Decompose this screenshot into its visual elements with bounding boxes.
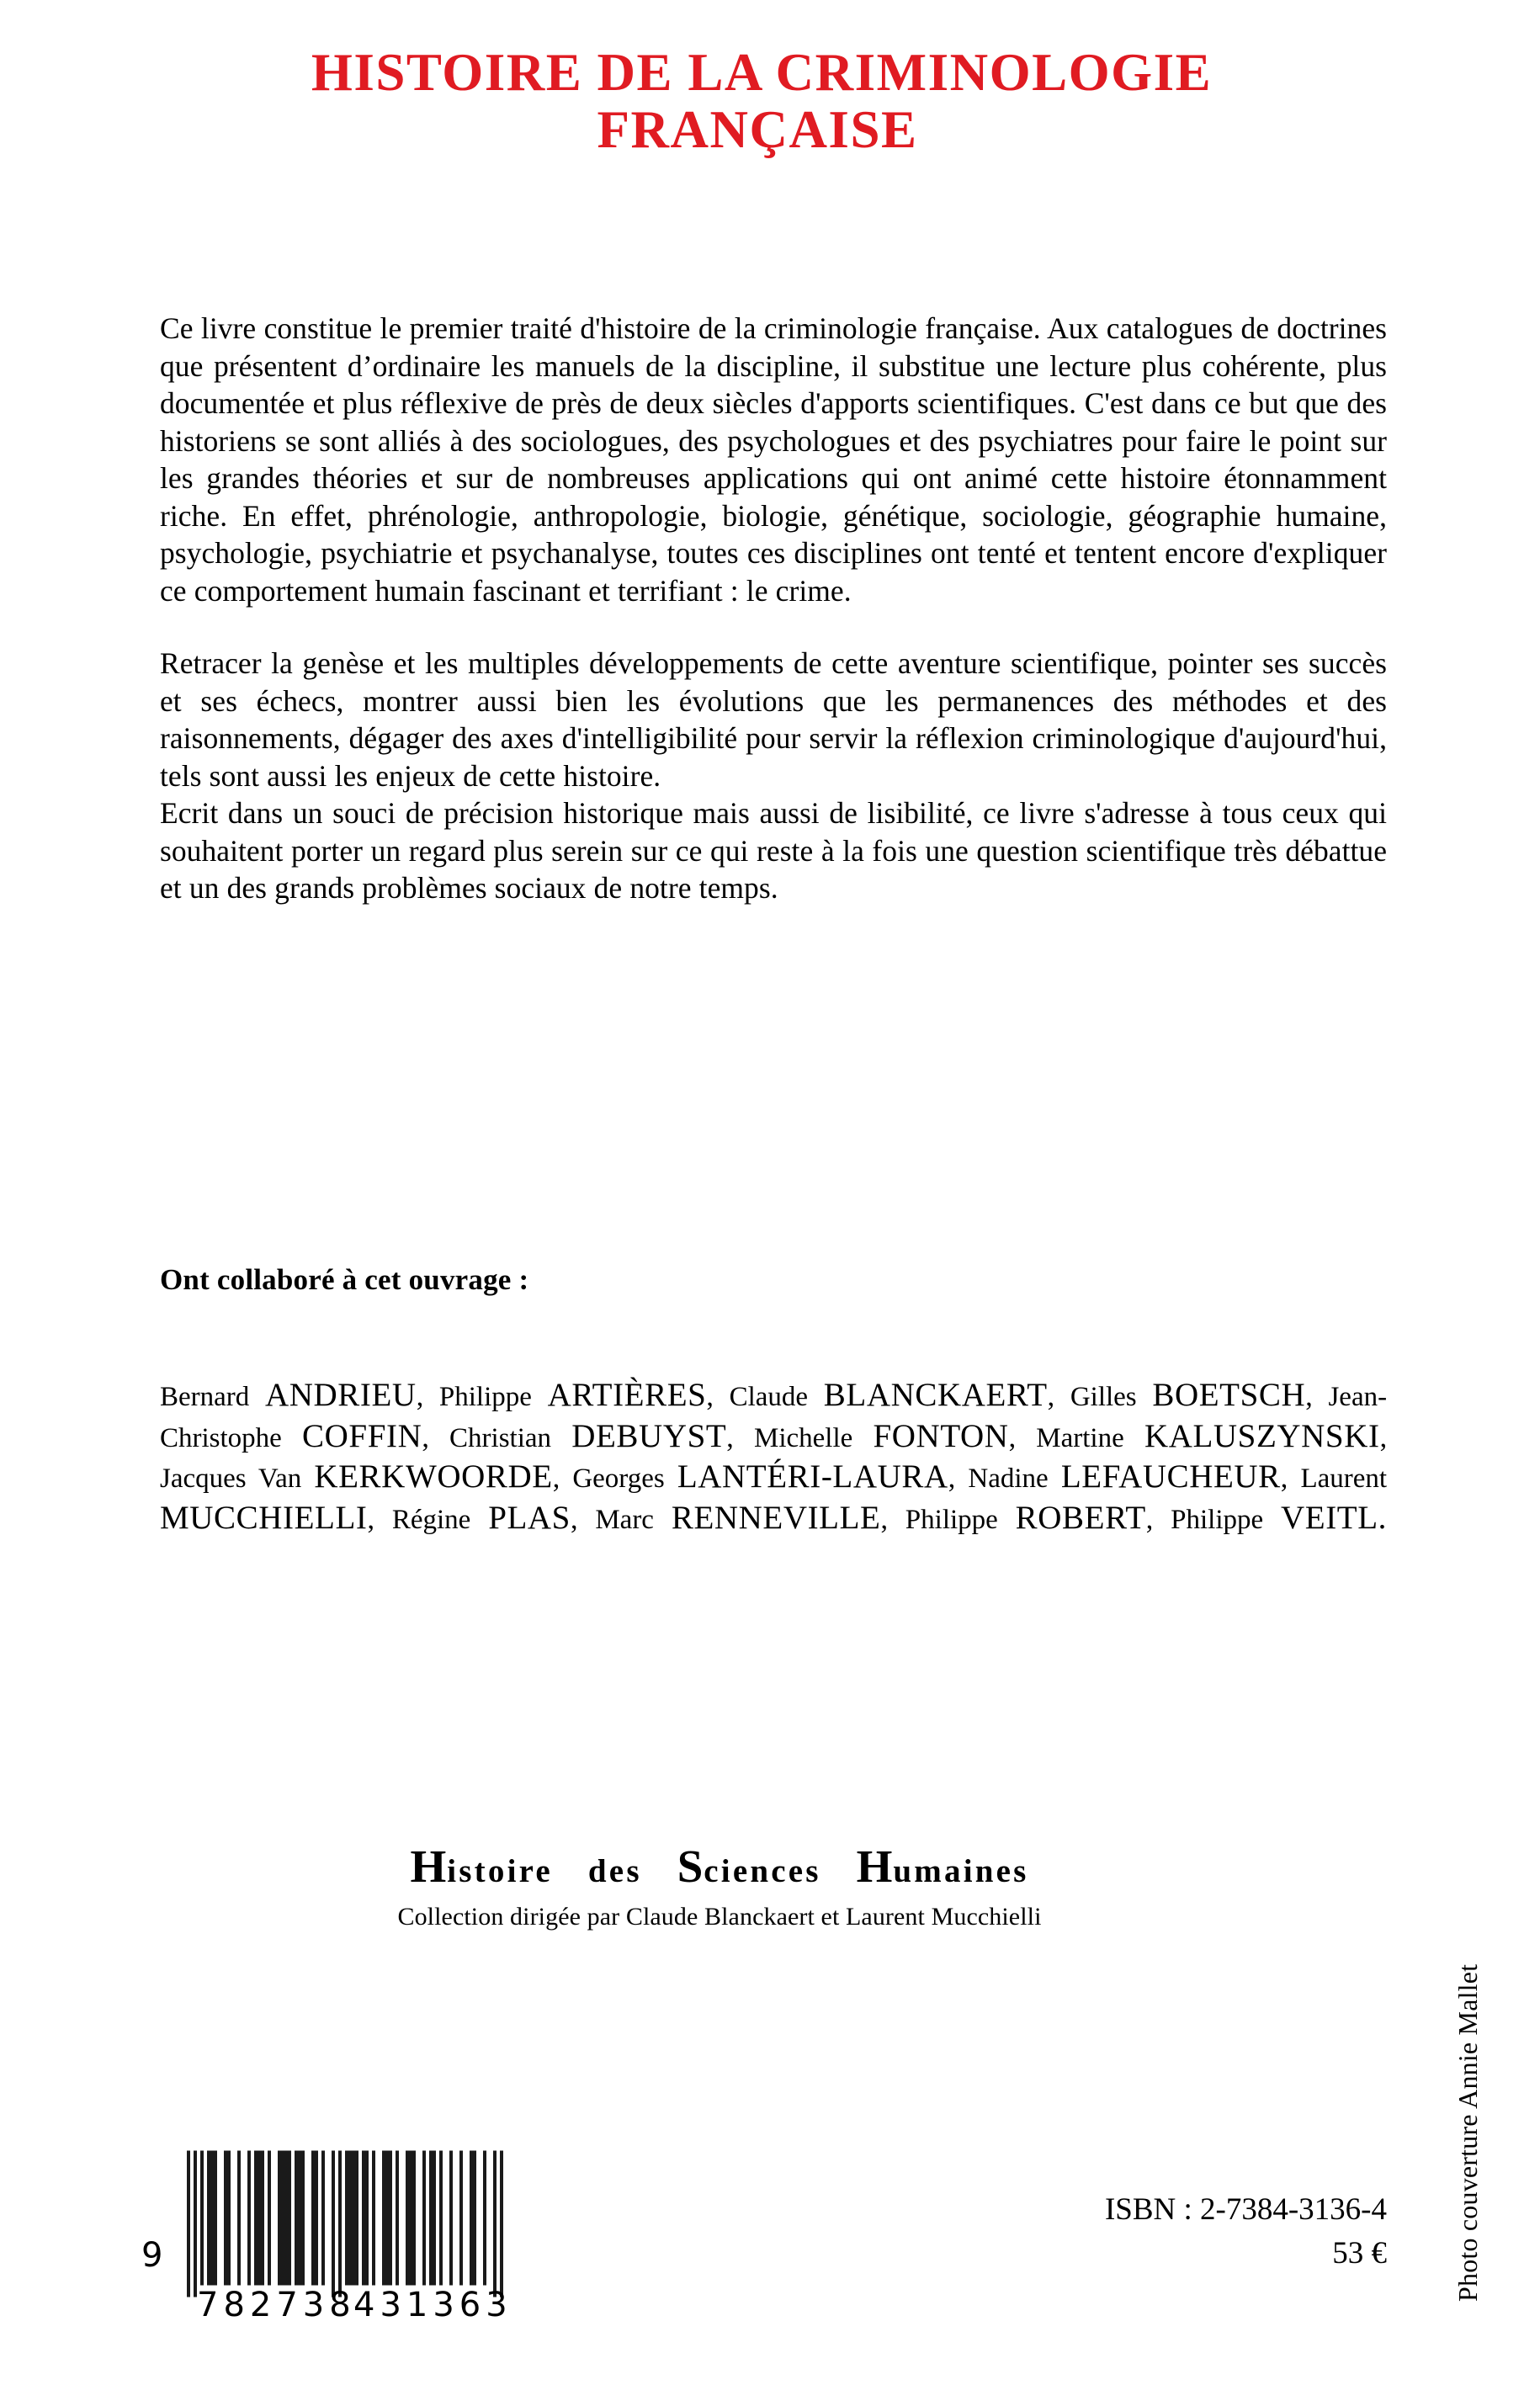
contributor-lastname: KALUSZYNSKI (1144, 1417, 1380, 1454)
contributor-firstname: Claude (729, 1382, 809, 1412)
contributor-firstname: Martine (1036, 1422, 1124, 1453)
contributor-name: Jacques Van KERKWOORDE, (160, 1458, 560, 1495)
contributor-name: Georges LANTÉRI-LAURA, (572, 1458, 956, 1495)
contributor-name: Philippe ROBERT, (905, 1499, 1154, 1536)
contributor-firstname: Nadine (968, 1463, 1049, 1494)
contributor-name: Gilles BOETSCH, (1070, 1377, 1313, 1413)
contributor-firstname: Marc (595, 1504, 654, 1535)
barcode-right-digits: 431363 (353, 2286, 512, 2324)
series-word-sciences (677, 1840, 821, 1893)
series-rest-istoire: istoire (447, 1853, 553, 1889)
contributor-name: Martine KALUSZYNSKI, (1036, 1417, 1388, 1454)
series-initial-h2: H (856, 1841, 894, 1892)
contributor-lastname: RENNEVILLE (671, 1499, 881, 1536)
contributor-firstname: Régine (391, 1504, 471, 1535)
contributor-name: Philippe ARTIÈRES, (438, 1377, 714, 1413)
series-word-des: des (587, 1853, 642, 1889)
contributor-name: Jean-Christophe COFFIN, (160, 1382, 1388, 1454)
blurb-paragraph-3: Ecrit dans un souci de précision historique mais aussi de lisibilité, ce livre s'adresse à tous ceux qui souhaitent porter un regard plus serein sur ce qui reste à la fois une question scientifique très débattue et un des grands problèmes sociaux de notre temps. (160, 796, 1387, 905)
contributor-name: Christian DEBUYST, (449, 1417, 734, 1454)
contributor-firstname: Gilles (1070, 1382, 1137, 1412)
contributor-firstname: Philippe (905, 1504, 998, 1535)
contributor-lastname: VEITL. (1281, 1499, 1387, 1536)
barcode-left-digits: 782738 (197, 2286, 356, 2324)
contributor-name: Régine PLAS, (391, 1499, 578, 1536)
contributor-firstname: Christian (449, 1422, 552, 1453)
contributor-name: Laurent MUCCHIELLI, (160, 1463, 1388, 1536)
isbn-price-block (892, 2188, 1387, 2276)
series-title (101, 1840, 1338, 1893)
contributor-lastname: PLAS (488, 1499, 571, 1536)
contributor-lastname: LEFAUCHEUR (1060, 1458, 1281, 1495)
contributor-lastname: BLANCKAERT (823, 1377, 1048, 1413)
contributor-lastname: DEBUYST (571, 1417, 727, 1454)
contributor-firstname: Philippe (1171, 1504, 1264, 1535)
book-title-line-2: FRANÇAISE (597, 100, 918, 160)
isbn-value: ISBN : 2-7384-3136-4 (1104, 2192, 1387, 2227)
barcode-bars (187, 2150, 513, 2297)
paragraph-spacer (160, 609, 1387, 645)
contributor-lastname: ROBERT (1015, 1499, 1146, 1536)
price-value: 53 € (1332, 2236, 1387, 2271)
contributor-firstname: Jacques Van (160, 1463, 302, 1494)
contributor-name (1171, 1499, 1387, 1536)
series-block (101, 1840, 1338, 1931)
contributor-lastname: BOETSCH (1152, 1377, 1306, 1413)
contributor-name: Michelle FONTON, (754, 1417, 1017, 1454)
series-rest-umaines: umaines (893, 1853, 1029, 1889)
contributor-name: Claude BLANCKAERT, (729, 1377, 1055, 1413)
contributor-firstname: Jean-Christophe (160, 1382, 1388, 1453)
photo-credit: Photo couverture Annie Mallet (1452, 1963, 1483, 2302)
contributors-heading: Ont collaboré à cet ouvrage : (160, 1263, 529, 1296)
contributor-firstname: Georges (572, 1463, 665, 1494)
contributor-name: Nadine LEFAUCHEUR, (968, 1458, 1288, 1495)
contributor-lastname: COFFIN (302, 1417, 422, 1454)
contributor-lastname: ARTIÈRES (547, 1377, 707, 1413)
series-word-humaines (857, 1840, 1029, 1893)
series-initial-s: S (677, 1841, 704, 1892)
contributor-firstname: Laurent (1300, 1463, 1388, 1494)
contributor-lastname: LANTÉRI-LAURA (677, 1458, 948, 1495)
contributor-name: Bernard ANDRIEU, (160, 1377, 424, 1413)
contributor-firstname: Michelle (754, 1422, 853, 1453)
series-rest-ciences: ciences (704, 1853, 821, 1889)
contributor-lastname: ANDRIEU (265, 1377, 417, 1413)
series-initial-h1: H (410, 1841, 448, 1892)
contributor-firstname: Bernard (160, 1382, 250, 1412)
barcode-lead-digit: 9 (141, 2236, 163, 2275)
book-title-line-1: HISTOIRE DE LA CRIMINOLOGIE (311, 43, 1213, 102)
blurb-paragraph-1: Ce livre constitue le premier traité d'histoire de la criminologie française. Aux catalogues de doctrines que présentent d’ordinaire les manuels de la discipline, il substitue une lecture plus cohérente, plus documentée et plus réflexive de près de deux siècles d'apports scientifiques. C'est dans ce but que des historiens se sont alliés à des sociologues, des psychologues et des psychiatres pour faire le point sur les grandes théories et sur de nombreuses applications qui ont animé cette histoire étonnamment riche. En effet, phrénologie, anthropologie, biologie, génétique, sociologie, géographie humaine, psychologie, psychiatrie et psychanalyse, toutes ces disciplines ont tenté et tentent encore d'expliquer ce comportement humain fascinant et terrifiant : le crime. (160, 311, 1387, 608)
series-subtitle: Collection dirigée par Claude Blanckaert et Laurent Mucchielli (397, 1903, 1042, 1931)
ean13-barcode (187, 2150, 513, 2336)
contributor-lastname: MUCCHIELLI (160, 1499, 368, 1536)
contributor-lastname: KERKWOORDE (314, 1458, 553, 1495)
contributors-list (160, 1376, 1387, 1578)
contributor-lastname: FONTON (873, 1417, 1009, 1454)
series-word-histoire (410, 1840, 552, 1893)
blurb-paragraph-2: Retracer la genèse et les multiples développements de cette aventure scientifique, pointer ses succès et ses échecs, montrer aussi bien les évolutions que les permanences des méthodes et des raisonnements, dégager des axes d'intelligibilité pour servir la réflexion criminologique d'aujourd'hui, tels sont aussi les enjeux de cette histoire. (160, 646, 1387, 793)
book-title (101, 44, 1414, 158)
contributor-name: Marc RENNEVILLE, (595, 1499, 888, 1536)
contributor-firstname: Philippe (438, 1382, 532, 1412)
back-cover-blurb (160, 310, 1387, 907)
